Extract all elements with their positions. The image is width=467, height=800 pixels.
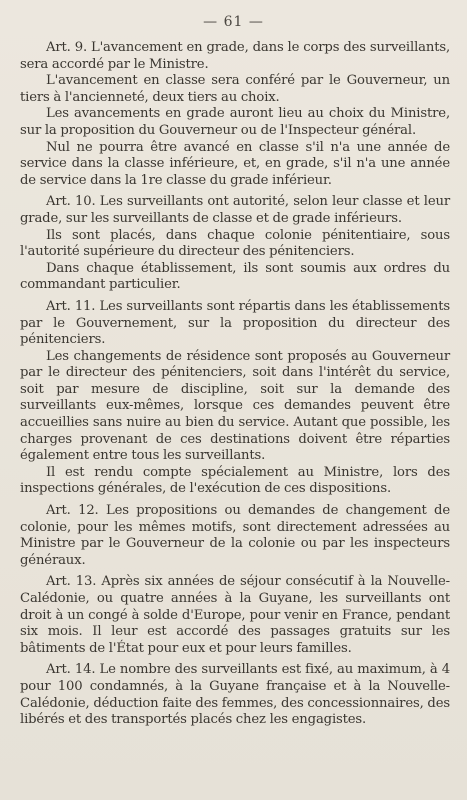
- article-10: [20, 194, 450, 294]
- article-11-paragraph: Les changements de résidence sont proposés au Gouverneur par le directeur des pénitenciers, soit dans l'intérêt du service, soit par mesure de discipline, soit sur la demande des surveillants eux-mêmes, lorsque ces demandes peuvent être accueillies sans nuire au bien du service. Autant que possible, les charges provenant de ces destinations doivent être réparties également entre tous les surveillants.: [20, 348, 450, 464]
- article-12-paragraph: Art. 12. Les propositions ou demandes de changement de colonie, pour les mêmes motifs, sont directement adressées au Ministre par le Gouverneur de la colonie ou par les inspecteurs généraux.: [20, 503, 450, 568]
- article-9-paragraph: Art. 9. L'avancement en grade, dans le corps des surveillants, sera accordé par le Ministre.: [20, 40, 450, 72]
- article-13: [20, 574, 450, 657]
- article-9-paragraph: L'avancement en classe sera conféré par le Gouverneur, un tiers à l'ancienneté, deux tiers au choix.: [20, 73, 450, 105]
- article-10-paragraph: Art. 10. Les surveillants ont autorité, selon leur classe et leur grade, sur les surveillants de classe et de grade inférieurs.: [20, 194, 450, 226]
- article-11-paragraph: Il est rendu compte spécialement au Ministre, lors des inspections générales, de l'exécution de ces dispositions.: [20, 464, 450, 497]
- article-10-paragraph: Dans chaque établissement, ils sont soumis aux ordres du commandant particulier.: [20, 260, 450, 293]
- article-11: [20, 299, 450, 498]
- article-9-paragraph: Les avancements en grade auront lieu au choix du Ministre, sur la proposition du Gouverneur ou de l'Inspecteur général.: [20, 106, 450, 138]
- article-9: [20, 40, 450, 189]
- article-13-paragraph: Art. 13. Après six années de séjour consécutif à la Nouvelle-Calédonie, ou quatre années à la Guyane, les surveillants ont droit à un congé à solde d'Europe, pour venir en France, pendant six mois. Il leur est accordé des passages gratuits sur les bâtiments de l'État pour eux et pour leurs familles.: [20, 574, 450, 656]
- article-9-paragraph: Nul ne pourra être avancé en classe s'il n'a une année de service dans la classe inférieure, et, en grade, s'il n'a une année de service dans la 1re classe du grade inférieur.: [20, 139, 450, 188]
- article-10-paragraph: Ils sont placés, dans chaque colonie pénitentiaire, sous l'autorité supérieure du directeur des pénitenciers.: [20, 227, 450, 260]
- article-14: [20, 662, 450, 728]
- article-12: [20, 503, 450, 569]
- page-number: — 61 —: [203, 14, 264, 30]
- page-body: [20, 40, 450, 734]
- article-14-paragraph: Art. 14. Le nombre des surveillants est fixé, au maximum, à 4 pour 100 condamnés, à la Guyane française et à la Nouvelle-Calédonie, déduction faite des femmes, des concessionnaires, des libérés et des transportés placés chez les engagistes.: [20, 662, 450, 728]
- article-11-paragraph: Art. 11. Les surveillants sont répartis dans les établissements par le Gouvernement, sur la proposition du directeur des pénitenciers.: [20, 298, 450, 348]
